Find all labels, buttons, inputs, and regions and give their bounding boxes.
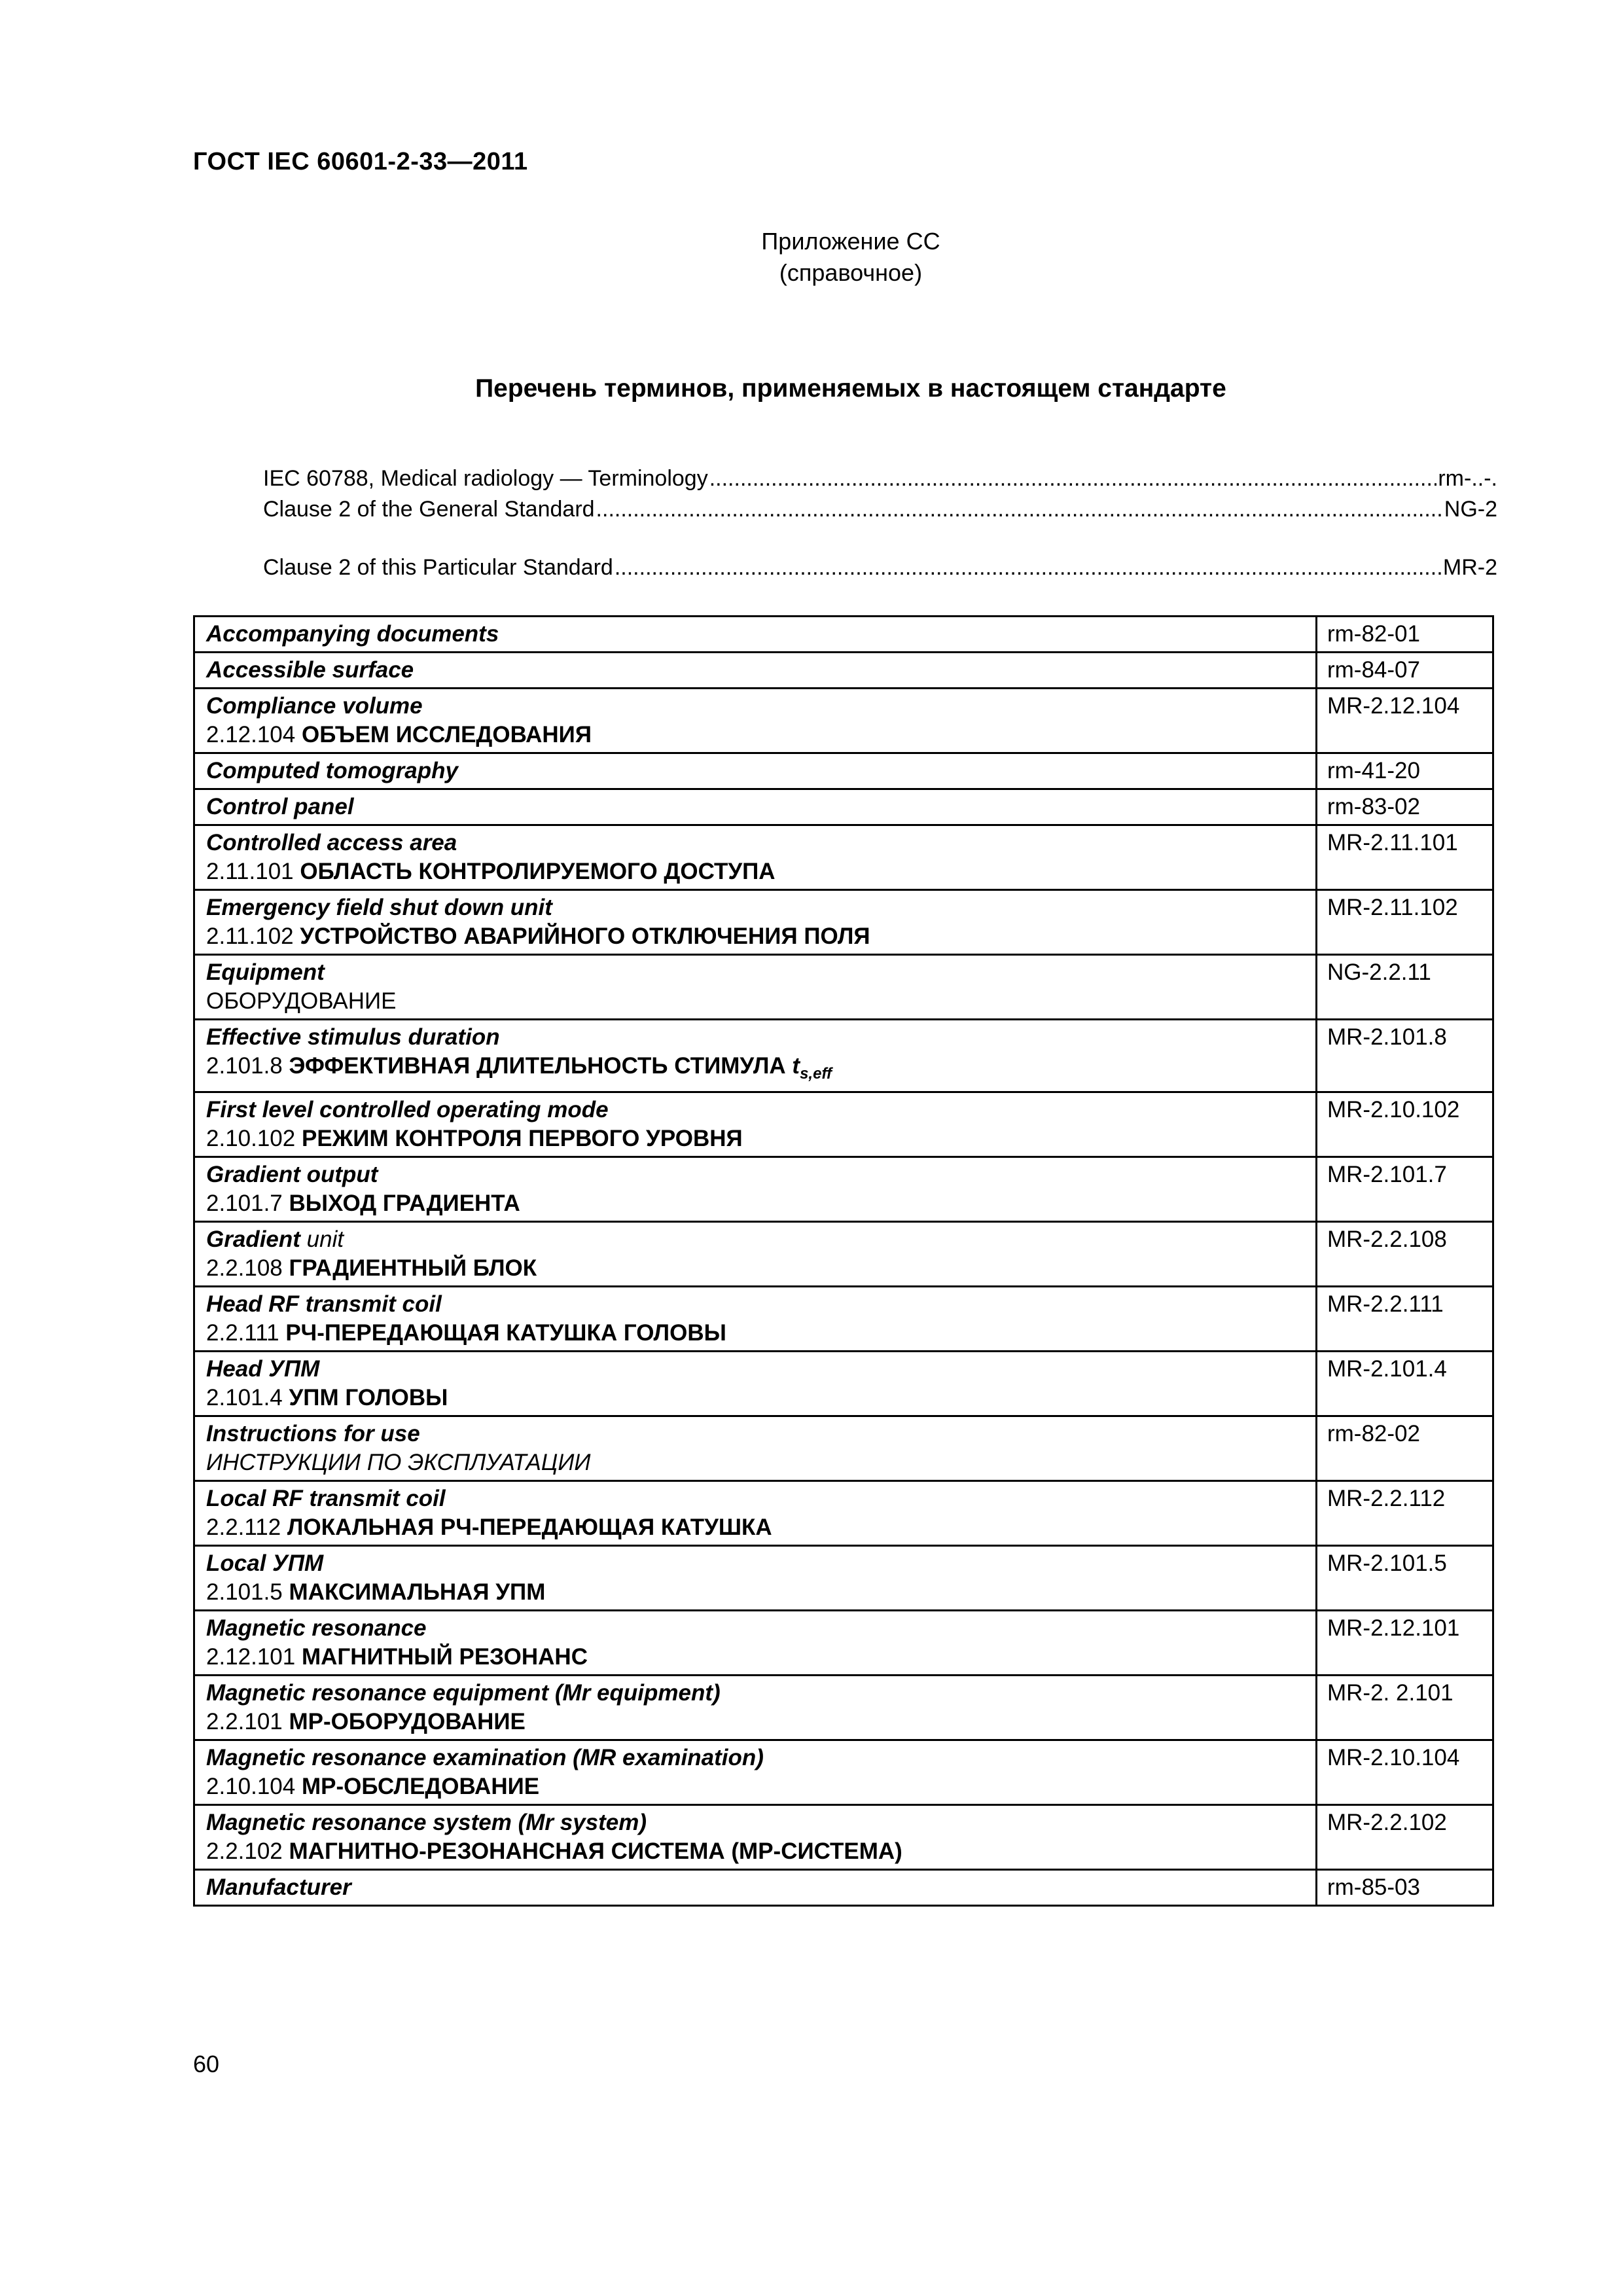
term-english: Accompanying documents — [206, 621, 499, 647]
term-russian — [206, 1448, 1306, 1477]
term-code: MR-2.2.102 — [1317, 1805, 1493, 1870]
term-russian-name: ГРАДИЕНТНЫЙ БЛОК — [289, 1255, 537, 1281]
term-code: MR-2.2.108 — [1317, 1222, 1493, 1287]
term-english: Emergency field shut down unit — [206, 895, 552, 920]
table-row — [194, 653, 1493, 689]
term-russian-name: ВЫХОД ГРАДИЕНТА — [289, 1191, 520, 1216]
term-english: Instructions for use — [206, 1421, 420, 1446]
term-russian — [206, 1772, 1306, 1801]
term-code: MR-2.101.8 — [1317, 1020, 1493, 1092]
term-russian — [206, 1052, 1306, 1088]
term-code: MR-2. 2.101 — [1317, 1676, 1493, 1740]
term-code: MR-2.12.101 — [1317, 1611, 1493, 1676]
reference-source: IEC 60788, Medical radiology — Terminology — [263, 466, 708, 491]
term-english: Controlled access area — [206, 830, 457, 855]
dot-leader — [596, 497, 1443, 522]
term-russian — [206, 1384, 1306, 1412]
term-russian-name: ОБЛАСТЬ КОНТРОЛИРУЕМОГО ДОСТУПА — [300, 859, 776, 884]
table-row — [194, 1287, 1493, 1352]
term-russian — [206, 1643, 1306, 1672]
table-row — [194, 1092, 1493, 1157]
table-row — [194, 1020, 1493, 1092]
term-code: MR-2.101.5 — [1317, 1546, 1493, 1611]
term-cell — [194, 825, 1317, 890]
table-row — [194, 753, 1493, 789]
term-english: Head УПМ — [206, 1356, 320, 1382]
annex-status: (справочное) — [779, 259, 923, 286]
term-cell — [194, 753, 1317, 789]
terms-table — [193, 615, 1494, 1907]
term-cell — [194, 1157, 1317, 1222]
term-russian-name: МР-ОБСЛЕДОВАНИЕ — [301, 1774, 540, 1799]
table-row — [194, 1611, 1493, 1676]
term-english: Accessible surface — [206, 657, 414, 683]
reference-line — [263, 555, 1497, 586]
term-cell — [194, 617, 1317, 653]
table-row — [194, 1870, 1493, 1906]
reference-list — [263, 466, 1497, 586]
table-row — [194, 1352, 1493, 1416]
term-cell — [194, 890, 1317, 955]
term-code: MR-2.2.112 — [1317, 1481, 1493, 1546]
reference-code: rm-..-. — [1438, 466, 1497, 491]
term-english: Manufacturer — [206, 1874, 351, 1900]
term-english: First level controlled operating mode — [206, 1097, 609, 1122]
term-cell — [194, 1611, 1317, 1676]
term-cell — [194, 653, 1317, 689]
term-russian-name: ОБЪЕМ ИССЛЕДОВАНИЯ — [301, 722, 592, 747]
term-russian-name: ЛОКАЛЬНАЯ РЧ-ПЕРЕДАЮЩАЯ КАТУШКА — [287, 1515, 772, 1540]
term-number: 2.10.104 — [206, 1774, 296, 1799]
dot-leader — [615, 555, 1442, 581]
table-row — [194, 825, 1493, 890]
term-number: 2.2.112 — [206, 1515, 281, 1540]
table-row — [194, 689, 1493, 753]
table-row — [194, 1805, 1493, 1870]
term-russian — [206, 1189, 1306, 1218]
term-english: Magnetic resonance — [206, 1615, 427, 1641]
term-cell — [194, 1481, 1317, 1546]
term-russian-name: ЭФФЕКТИВНАЯ ДЛИТЕЛЬНОСТЬ СТИМУЛА — [289, 1053, 786, 1079]
term-english: Computed tomography — [206, 758, 458, 783]
term-code: rm-83-02 — [1317, 789, 1493, 825]
term-english: Head RF transmit coil — [206, 1291, 442, 1317]
reference-line — [263, 466, 1497, 497]
annex-heading — [0, 226, 1623, 289]
term-code: rm-82-01 — [1317, 617, 1493, 653]
term-code: rm-41-20 — [1317, 753, 1493, 789]
table-row — [194, 1676, 1493, 1740]
term-number: 2.101.7 — [206, 1191, 283, 1216]
term-code: MR-2.11.102 — [1317, 890, 1493, 955]
term-english: Control panel — [206, 794, 354, 819]
term-symbol: t — [792, 1053, 800, 1079]
reference-line — [263, 497, 1497, 528]
term-cell — [194, 1020, 1317, 1092]
term-russian — [206, 1837, 1306, 1866]
term-russian — [206, 721, 1306, 749]
term-number: 2.11.102 — [206, 924, 294, 949]
term-english: Magnetic resonance system (Mr system) — [206, 1810, 647, 1835]
table-row — [194, 955, 1493, 1020]
term-code: rm-84-07 — [1317, 653, 1493, 689]
term-russian-name: РЕЖИМ КОНТРОЛЯ ПЕРВОГО УРОВНЯ — [301, 1126, 743, 1151]
term-code: MR-2.10.104 — [1317, 1740, 1493, 1805]
term-cell — [194, 789, 1317, 825]
table-row — [194, 1222, 1493, 1287]
term-cell — [194, 955, 1317, 1020]
term-cell — [194, 1546, 1317, 1611]
term-cell — [194, 1676, 1317, 1740]
table-row — [194, 1157, 1493, 1222]
term-russian — [206, 1319, 1306, 1348]
term-cell — [194, 1740, 1317, 1805]
term-number: 2.10.102 — [206, 1126, 296, 1151]
table-row — [194, 1481, 1493, 1546]
reference-code: MR-2 — [1442, 555, 1497, 580]
term-number: 2.2.111 — [206, 1320, 279, 1346]
terms-list-title: Перечень терминов, применяемых в настоящем стандарте — [475, 374, 1226, 403]
term-cell — [194, 1352, 1317, 1416]
term-russian — [206, 1578, 1306, 1607]
dot-leader — [709, 466, 1437, 492]
term-code: MR-2.12.104 — [1317, 689, 1493, 753]
term-number: 2.2.101 — [206, 1709, 283, 1734]
term-number: 2.2.102 — [206, 1839, 283, 1864]
term-russian-name: МАГНИТНО-РЕЗОНАНСНАЯ СИСТЕМА (МР-СИСТЕМА) — [289, 1839, 902, 1864]
term-english: Gradient output — [206, 1162, 378, 1187]
table-row — [194, 789, 1493, 825]
term-english: Magnetic resonance equipment (Mr equipment) — [206, 1680, 721, 1706]
term-code: rm-85-03 — [1317, 1870, 1493, 1906]
term-cell — [194, 689, 1317, 753]
term-english: Compliance volume — [206, 693, 423, 719]
term-russian-name: УПМ ГОЛОВЫ — [289, 1385, 448, 1410]
term-russian — [206, 987, 1306, 1016]
term-russian — [206, 1124, 1306, 1153]
table-row — [194, 1416, 1493, 1481]
term-russian-name: МР-ОБОРУДОВАНИЕ — [289, 1709, 526, 1734]
term-english: Local УПМ — [206, 1551, 324, 1576]
term-cell — [194, 1805, 1317, 1870]
term-cell — [194, 1222, 1317, 1287]
term-number: 2.101.5 — [206, 1579, 283, 1605]
term-russian — [206, 1513, 1306, 1542]
term-russian-name: ИНСТРУКЦИИ ПО ЭКСПЛУАТАЦИИ — [206, 1450, 591, 1475]
table-row — [194, 890, 1493, 955]
reference-code: NG-2 — [1444, 497, 1497, 522]
annex-title: Приложение СС — [761, 228, 940, 255]
term-number: 2.101.4 — [206, 1385, 283, 1410]
term-cell — [194, 1287, 1317, 1352]
term-russian — [206, 922, 1306, 951]
standard-code: ГОСТ IEC 60601-2-33—2011 — [193, 148, 528, 175]
term-code: MR-2.11.101 — [1317, 825, 1493, 890]
term-english: Gradient unit — [206, 1227, 344, 1252]
term-english: Local RF transmit coil — [206, 1486, 446, 1511]
term-cell — [194, 1416, 1317, 1481]
term-code: MR-2.10.102 — [1317, 1092, 1493, 1157]
term-cell — [194, 1092, 1317, 1157]
term-russian-name: РЧ-ПЕРЕДАЮЩАЯ КАТУШКА ГОЛОВЫ — [285, 1320, 726, 1346]
term-russian-name: МАГНИТНЫЙ РЕЗОНАНС — [301, 1644, 588, 1670]
reference-source: Clause 2 of this Particular Standard — [263, 555, 613, 580]
term-number: 2.11.101 — [206, 859, 294, 884]
table-row — [194, 617, 1493, 653]
term-russian-name: МАКСИМАЛЬНАЯ УПМ — [289, 1579, 546, 1605]
table-row — [194, 1740, 1493, 1805]
term-english: Magnetic resonance examination (MR examination) — [206, 1745, 764, 1770]
term-russian-name: ОБОРУДОВАНИЕ — [206, 988, 397, 1014]
term-number: 2.12.101 — [206, 1644, 296, 1670]
term-russian — [206, 1708, 1306, 1736]
term-code: MR-2.2.111 — [1317, 1287, 1493, 1352]
term-russian — [206, 857, 1306, 886]
reference-source: Clause 2 of the General Standard — [263, 497, 595, 522]
term-cell — [194, 1870, 1317, 1906]
term-symbol-subscript: s,eff — [800, 1065, 832, 1083]
term-russian-name: УСТРОЙСТВО АВАРИЙНОГО ОТКЛЮЧЕНИЯ ПОЛЯ — [300, 924, 870, 949]
table-row — [194, 1546, 1493, 1611]
term-number: 2.101.8 — [206, 1053, 283, 1079]
term-code: MR-2.101.7 — [1317, 1157, 1493, 1222]
term-english: Effective stimulus duration — [206, 1024, 500, 1050]
term-number: 2.12.104 — [206, 722, 296, 747]
term-code: NG-2.2.11 — [1317, 955, 1493, 1020]
term-number: 2.2.108 — [206, 1255, 283, 1281]
term-english: Equipment — [206, 960, 325, 985]
term-code: rm-82-02 — [1317, 1416, 1493, 1481]
term-russian — [206, 1254, 1306, 1283]
page-number: 60 — [193, 2051, 220, 2077]
term-code: MR-2.101.4 — [1317, 1352, 1493, 1416]
